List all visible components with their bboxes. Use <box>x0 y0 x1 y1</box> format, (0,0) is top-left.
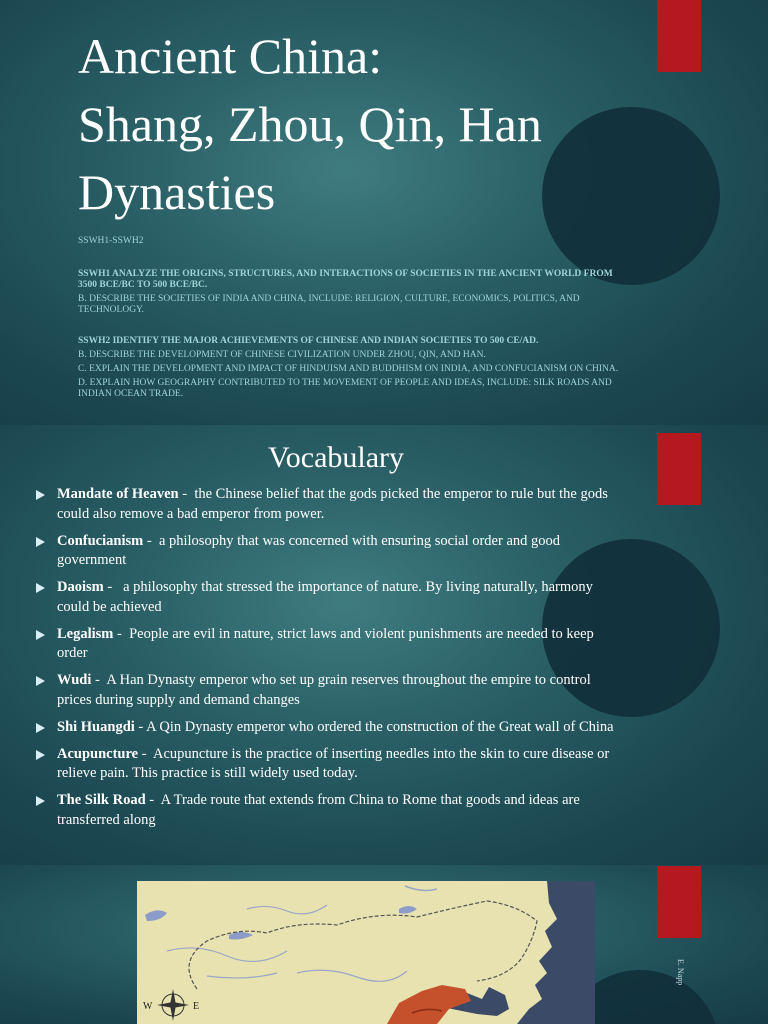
vocab-term: Confucianism <box>57 532 144 549</box>
vocab-item <box>36 671 624 710</box>
sswh1-b: B. DESCRIBE THE SOCIETIES OF INDIA AND CHINA, INCLUDE: RELIGION, CULTURE, ECONOMICS, POLITICS, AND TECHNOLOGY. <box>78 294 580 315</box>
vocab-item <box>36 485 624 524</box>
slide-title <box>0 0 768 425</box>
bullet-arrow-icon <box>36 630 45 640</box>
red-accent-bar <box>657 0 701 72</box>
title-line-1: Ancient China: <box>78 28 383 84</box>
bullet-arrow-icon <box>36 490 45 500</box>
vocab-term: Acupuncture <box>57 745 139 762</box>
red-accent-bar <box>657 866 701 938</box>
vocab-term: Wudi <box>57 672 92 688</box>
bullet-arrow-icon <box>36 723 45 733</box>
vocab-separator: - <box>178 486 195 502</box>
vocab-separator: - <box>113 625 130 642</box>
title-line-2: Shang, Zhou, Qin, Han <box>78 96 542 152</box>
vocab-term: Shi Huangdi <box>57 718 135 735</box>
vocab-item <box>36 718 624 738</box>
bullet-arrow-icon <box>36 750 45 760</box>
vocab-separator: - <box>134 718 147 735</box>
vocab-definition: the Chinese belief that the gods picked the emperor to rule but the gods could also remove a bad emperor from power. <box>57 486 608 522</box>
china-map-image <box>137 881 595 1024</box>
vocab-definition: A Han Dynasty emperor who set up grain reserves throughout the empire to control prices during supply and demand changes <box>57 672 591 708</box>
svg-text:W: W <box>143 1001 153 1012</box>
vocab-item <box>36 791 624 830</box>
vocab-definition: A Qin Dynasty emperor who ordered the construction of the Great wall of China <box>146 718 614 735</box>
vocab-item <box>36 578 624 617</box>
map-land <box>137 881 595 1024</box>
bullet-arrow-icon <box>36 796 45 806</box>
bullet-arrow-icon <box>36 676 45 686</box>
vocab-term: The Silk Road <box>57 792 146 808</box>
svg-text:E: E <box>193 1001 200 1012</box>
vocab-item <box>36 745 624 784</box>
vocab-item <box>36 625 624 664</box>
title-line-3: Dynasties <box>78 164 276 220</box>
vocab-term: Legalism <box>57 625 114 642</box>
sswh2-b: B. DESCRIBE THE DEVELOPMENT OF CHINESE CIVILIZATION UNDER ZHOU, QIN, AND HAN. <box>78 350 486 360</box>
vocab-definition: Acupuncture is the practice of inserting needles into the skin to cure disease or relieve pain. This practice is still widely used today. <box>57 745 610 781</box>
vocab-term: Mandate of Heaven <box>57 486 179 502</box>
vocab-definition: a philosophy that was concerned with ensuring social order and good government <box>57 532 561 568</box>
bullet-arrow-icon <box>36 537 45 547</box>
bullet-arrow-icon <box>36 583 45 593</box>
vocab-term: Daoism <box>57 579 104 595</box>
author-credit: E. Napp <box>676 959 685 986</box>
slide-title-heading <box>78 22 638 226</box>
sswh2-c: C. EXPLAIN THE DEVELOPMENT AND IMPACT OF HINDUISM AND BUDDHISM ON INDIA, AND CONFUCIANISM ON CHINA. <box>78 364 619 374</box>
vocabulary-list <box>36 485 624 838</box>
slide-map <box>0 865 768 1024</box>
vocab-definition: A Trade route that extends from China to Rome that goods and ideas are transferred along <box>57 792 580 828</box>
vocab-separator: - <box>138 745 154 762</box>
vocabulary-title: Vocabulary <box>267 441 405 474</box>
vocab-definition: People are evil in nature, strict laws and violent punishments are needed to keep order <box>57 625 594 661</box>
vocab-definition: a philosophy that stressed the importance of nature. By living naturally, harmony could be achieved <box>57 579 593 615</box>
sswh1-heading: SSWH1 ANALYZE THE ORIGINS, STRUCTURES, AND INTERACTIONS OF SOCIETIES IN THE ANCIENT WORLD FROM 3500 BCE/BC TO 500 BCE/BC. <box>78 269 613 290</box>
vocab-separator: - <box>143 532 159 549</box>
slide-vocabulary <box>0 425 768 865</box>
vocab-item <box>36 532 624 571</box>
vocab-separator: - <box>145 792 161 808</box>
sswh2-d: D. EXPLAIN HOW GEOGRAPHY CONTRIBUTED TO THE MOVEMENT OF PEOPLE AND IDEAS, INCLUDE: SILK ROADS AND INDIAN OCEAN TRADE. <box>78 378 612 399</box>
vocab-separator: - <box>103 579 124 595</box>
standards-block <box>78 236 623 400</box>
standards-code: SSWH1-SSWH2 <box>78 236 144 246</box>
vocab-separator: - <box>91 672 107 688</box>
sswh2-heading: SSWH2 IDENTIFY THE MAJOR ACHIEVEMENTS OF CHINESE AND INDIAN SOCIETIES TO 500 CE/AD. <box>78 336 539 346</box>
